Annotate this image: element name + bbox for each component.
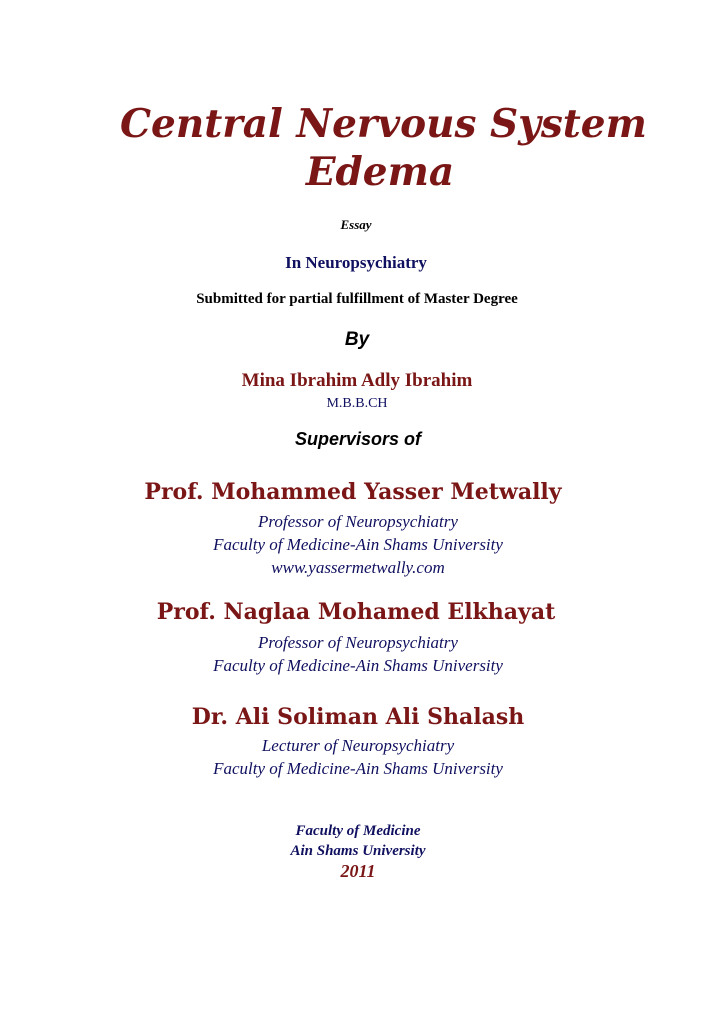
supervisor-3-role: Lecturer of Neuropsychiatry [261,736,455,755]
supervisor-2-role: Professor of Neuropsychiatry [258,633,458,652]
title-line-1: Central Nervous System [120,101,647,147]
footer-faculty: Faculty of Medicine [295,823,421,839]
author-name: Mina Ibrahim Adly Ibrahim [241,370,473,391]
author-degree: M.B.B.CH [326,396,388,411]
submission-statement: Submitted for partial fulfillment of Master Degree [196,291,518,307]
footer-university: Ain Shams University [290,843,426,859]
by-label: By [344,329,370,350]
supervisor-2-affiliation: Faculty of Medicine-Ain Shams University [213,656,503,675]
supervisor-3-name: Dr. Ali Soliman Ali Shalash [191,704,525,730]
supervisor-3-affiliation: Faculty of Medicine-Ain Shams University [213,759,503,778]
document-title [120,100,647,196]
supervisor-1-affiliation: Faculty of Medicine-Ain Shams University [213,535,503,554]
essay-label: Essay [340,217,372,232]
supervisors-heading: Supervisors of [294,429,422,449]
field-of-study: In Neuropsychiatry [285,253,427,272]
supervisor-2-name: Prof. Naglaa Mohamed Elkhayat [156,599,556,625]
supervisor-1-name: Prof. Mohammed Yasser Metwally [144,479,562,505]
supervisor-1-website: www.yassermetwally.com [271,558,445,577]
title-line-2: Edema [305,149,455,195]
supervisor-1-role: Professor of Neuropsychiatry [258,512,458,531]
footer-year: 2011 [340,861,376,881]
